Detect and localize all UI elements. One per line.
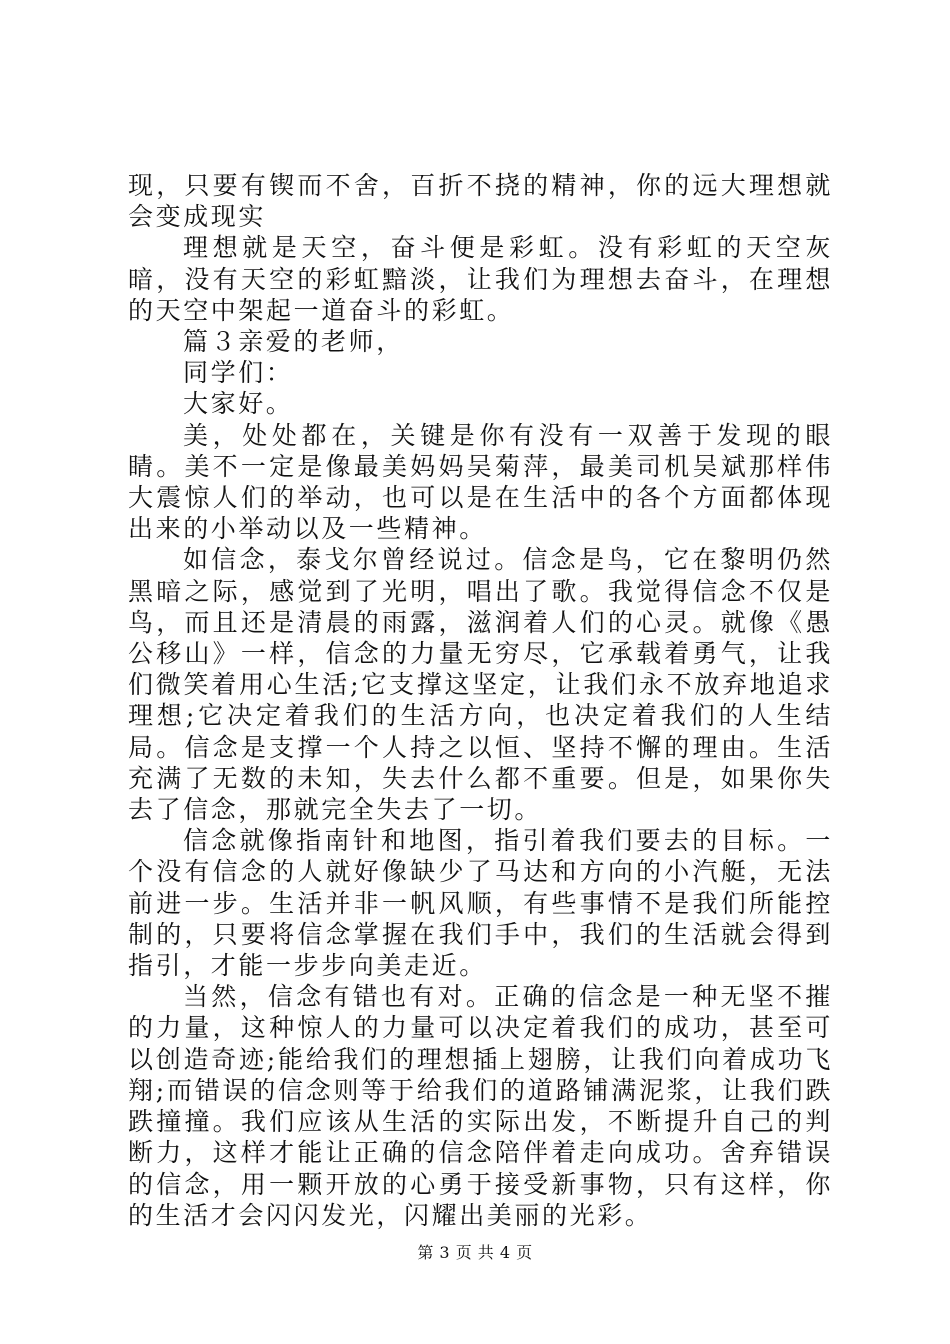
- paragraph-8: 信念就像指南针和地图，指引着我们要去的目标。一个没有信念的人就好像缺少了马达和方向的小汽艇，无法前进一步。生活并非一帆风顺，有些事情不是我们所能控制的，只要将信念掌握在我们手中，我们的生活就会得到指引，才能一步步向美走近。: [128, 826, 833, 981]
- greeting: 大家好。: [183, 389, 294, 419]
- paragraph-7: 如信念，泰戈尔曾经说过。信念是鸟，它在黎明仍然黑暗之际，感觉到了光明，唱出了歌。我觉得信念不仅是鸟，而且还是清晨的雨露，滋润着人们的心灵。就像《愚公移山》一样，信念的力量无穷尽，它承载着勇气，让我们微笑着用心生活;它支撑这坚定，让我们永不放弃地追求理想;它决定着我们的生活方向，也决定着我们的人生结局。信念是支撑一个人持之以恒、坚持不懈的理由。生活充满了无数的未知，失去什么都不重要。但是，如果你失去了信念，那就完全失去了一切。: [128, 545, 833, 825]
- page-number-footer: 第 3 页 共 4 页: [417, 1243, 533, 1262]
- document-body: [128, 170, 833, 1231]
- paragraph-2: 理想就是天空，奋斗便是彩虹。没有彩虹的天空灰暗，没有天空的彩虹黯淡，让我们为理想去奋斗，在理想的天空中架起一道奋斗的彩虹。: [128, 233, 833, 325]
- paragraph-6: 美，处处都在，关键是你有没有一双善于发现的眼睛。美不一定是像最美妈妈吴菊萍，最美司机吴斌那样伟大震惊人们的举动，也可以是在生活中的各个方面都体现出来的小举动以及一些精神。: [128, 420, 833, 544]
- section-heading: 篇３亲爱的老师，: [183, 327, 404, 357]
- paragraph-9: 当然，信念有错也有对。正确的信念是一种无坚不摧的力量，这种惊人的力量可以决定着我们的成功，甚至可以创造奇迹;能给我们的理想插上翅膀，让我们向着成功飞翔;而错误的信念则等于给我们的道路铺满泥浆，让我们跌跌撞撞。我们应该从生活的实际出发，不断提升自己的判断力，这样才能让正确的信念陪伴着走向成功。舍弃错误的信念，用一颗开放的心勇于接受新事物，只有这样，你的生活才会闪闪发光，闪耀出美丽的光彩。: [128, 982, 833, 1230]
- paragraph-1: 现，只要有锲而不舍，百折不挠的精神，你的远大理想就会变成现实: [128, 171, 833, 232]
- salutation: 同学们：: [183, 358, 294, 388]
